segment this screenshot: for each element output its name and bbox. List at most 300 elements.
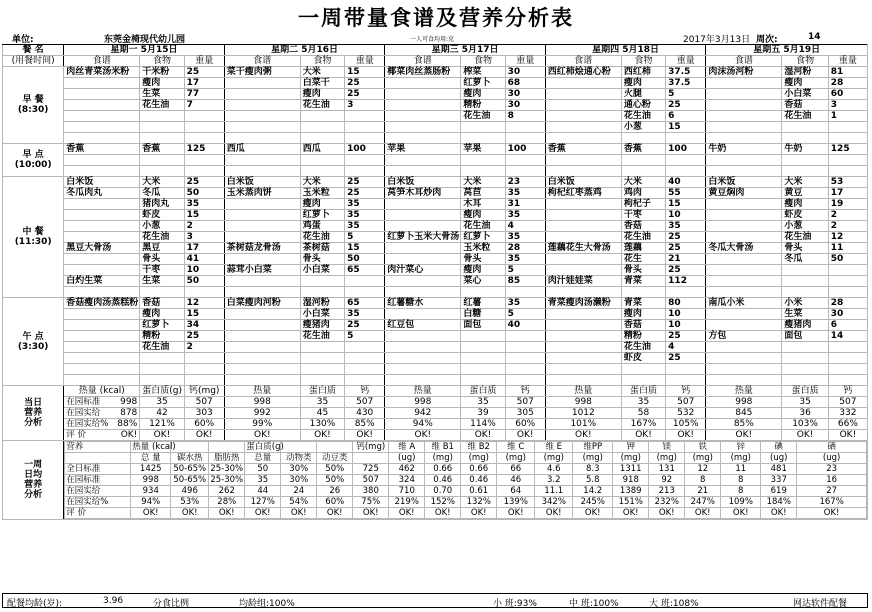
food-amount: 17 [184,243,224,254]
average-age-label: 配餐均龄(岁): [7,599,63,609]
nutrient-value: (ug) [761,453,797,464]
meal-time: (3:30) [17,341,49,352]
weekly-data-row [65,486,867,497]
nutrient-value: 54% [281,497,317,508]
dish-name [224,287,300,298]
dish-name [545,166,621,177]
dish-name: 冬瓜肉丸 [64,188,140,199]
food-item [461,155,505,166]
nutrient-value: 45 [300,408,344,419]
food-item: 香菇 [621,320,665,331]
dish-name [64,331,140,342]
food-item: 花生油 [140,232,184,243]
food-item: 花生 [621,254,665,265]
dish-header: 食谱 [385,56,461,67]
nutrient-value [64,408,140,419]
nutrient-value: 蛋白质(g) [246,442,284,452]
nutrient-value: 845 [706,408,782,419]
food-amount: 25 [666,265,706,276]
nutrient-value: 25-30% [210,464,244,474]
dish-name [706,210,782,221]
daily-analysis-label [3,386,64,441]
food-item: 木耳 [461,199,505,210]
food-amount: 25 [666,100,706,111]
nutrient-value: 钙(mg) [353,442,389,453]
food-amount: 6 [666,111,706,122]
food-item [300,111,344,122]
dish-name: 白米饭 [64,177,140,188]
meal-label [3,144,64,177]
dish-name [385,276,461,287]
nutrient-value: 30% [281,475,317,486]
food-item: 火腿 [621,89,665,100]
nutrient-value: 总量 [245,453,281,464]
nutrient-value: 942 [385,408,461,419]
food-amount [666,166,706,177]
nutrient-value: (mg) [461,453,497,464]
nutrient-value: 钾 [613,442,649,453]
nutrient-value: 94% [131,497,171,508]
food-item: 小白菜 [300,309,344,320]
dish-name [706,287,782,298]
food-amount: 3 [345,100,385,111]
dish-name [64,221,140,232]
dish-name [706,342,782,353]
nutrient-value: 8 [685,475,721,486]
weekly-analysis-panel [64,441,868,520]
nutrient-value: 507 [353,475,389,486]
nutrient-value: 998 [224,397,300,408]
food-item: 瘦肉 [140,78,184,89]
dish-name [224,353,300,364]
dish-name [385,375,461,386]
nutrient-value: 337 [761,475,797,486]
food-amount: 1 [828,111,867,122]
nutrient-value: 3.2 [535,475,573,486]
food-amount: 125 [184,144,224,155]
food-amount: 15 [666,199,706,210]
nutrient-value: OK! [345,430,385,441]
weekly-data-row [65,464,867,475]
food-amount: 15 [345,67,385,78]
food-item: 西瓜 [300,144,344,155]
food-amount: 5 [345,232,385,243]
nutrient-value: 1012 [545,408,621,419]
food-item: 大米 [140,177,184,188]
food-header: 食物 [300,56,344,67]
food-item: 干枣 [621,210,665,221]
average-age-value: 3.96 [103,596,124,606]
food-item: 瘦猪肉 [782,320,828,331]
nutrient-value: OK! [461,508,497,519]
food-amount: 25 [666,243,706,254]
food-header: 食物 [461,56,505,67]
nutrient-value: 878 [120,408,138,418]
food-item: 红萝卜 [140,320,184,331]
nutrient-value: 507 [345,397,385,408]
weekly-analysis-table [64,441,867,519]
food-amount [666,133,706,144]
dish-name [545,254,621,265]
nutrient-value: (mg) [721,453,761,464]
food-item: 红萝卜 [461,232,505,243]
food-item: 生菜 [782,309,828,320]
food-item: 花生油 [782,232,828,243]
dish-name: 香蕉 [64,144,140,155]
nutrient-value: 247% [685,497,721,508]
menu-row [3,133,868,144]
amount-header: 重量 [828,56,867,67]
food-item: 湿河粉 [782,67,828,78]
food-item: 香菇 [621,221,665,232]
nutrient-value: 94% [385,419,461,430]
food-amount: 40 [666,177,706,188]
nutrient-value: 维PP [573,442,613,453]
dish-name: 玉米蒸肉饼 [224,188,300,199]
food-item: 白菜干 [300,78,344,89]
food-item: 骨头 [300,254,344,265]
food-amount: 65 [345,298,385,309]
nutrient-value: OK! [425,508,461,519]
food-amount [184,133,224,144]
food-item [140,364,184,375]
food-item: 虾皮 [621,353,665,364]
dish-name [64,342,140,353]
weekly-data-row [65,508,867,519]
nutrient-value: OK! [171,508,209,519]
dish-name [545,331,621,342]
dish-name [224,89,300,100]
nutrient-value: 碳水热 [171,453,209,464]
dish-name: 青菜瘦肉汤濑粉 [545,298,621,309]
food-item: 香菇 [782,100,828,111]
nutrient-value: 710 [389,486,425,497]
dish-name [706,254,782,265]
food-amount [345,375,385,386]
nutrient-header: 钙(mg) [184,386,224,397]
food-item: 瘦肉 [782,199,828,210]
row-label: 全日标准 [65,464,131,475]
menu-row [3,177,868,188]
nutrient-value: (mg) [685,453,721,464]
food-amount [505,342,545,353]
nutrient-value: 0.66 [461,464,497,475]
food-amount: 25 [345,89,385,100]
per-person-note: 一人可食均用:克 [410,36,455,43]
dish-name [64,111,140,122]
food-amount: 28 [828,78,867,89]
nutrient-value: 28% [209,497,245,508]
daily-data-row [3,419,868,430]
dish-name [385,353,461,364]
dish-name [706,78,782,89]
nutrient-value: OK! [224,430,300,441]
row-label: 评 价 [65,508,131,519]
nutrient-value: 88% [117,419,138,429]
dish-name: 白米饭 [706,177,782,188]
nutrient-value: 85% [706,419,782,430]
day-header-row [3,45,868,56]
food-item [140,353,184,364]
dish-name: 莲藕花生大骨汤 [545,243,621,254]
dish-name [545,155,621,166]
nutrient-value: 50% [317,464,353,475]
food-item: 湿河粉 [300,298,344,309]
food-amount [666,364,706,375]
column-header-row [3,56,868,67]
food-item: 小白菜 [782,89,828,100]
food-header: 食物 [621,56,665,67]
daily-data-row [3,430,868,441]
food-amount [505,122,545,133]
meal-label [3,177,64,298]
row-label: 营养 [65,442,131,453]
nutrient-value: OK! [545,430,621,441]
dish-name [385,155,461,166]
dish-name [224,309,300,320]
food-item: 瘦肉 [461,210,505,221]
nutrient-value: OK! [131,508,171,519]
food-item: 小葱 [621,122,665,133]
nutrient-header: 热量 [385,386,461,397]
food-amount: 31 [505,199,545,210]
nutrient-value [64,419,140,430]
weekly-header-row [3,441,868,520]
food-item: 红薯 [461,298,505,309]
nutrient-value: 16 [797,475,867,486]
food-amount: 37.5 [666,67,706,78]
dish-name: 肉汁菜心 [385,265,461,276]
dish-name [224,111,300,122]
food-item [461,375,505,386]
menu-row [3,188,868,199]
nutrient-value: 58 [621,408,665,419]
nutrient-value: (mg) [425,453,461,464]
food-amount [345,276,385,287]
dish-name [64,309,140,320]
week-number: 14 [808,32,821,42]
menu-row [3,199,868,210]
food-amount: 35 [505,210,545,221]
food-amount: 53 [828,177,867,188]
food-item: 冬瓜 [782,254,828,265]
food-amount [505,364,545,375]
nutrient-value: 脂肪热 [209,453,245,464]
food-amount: 7 [184,100,224,111]
menu-row [3,144,868,155]
food-item [461,353,505,364]
dish-name [385,89,461,100]
food-amount: 10 [666,210,706,221]
nutrient-value: 60% [505,419,545,430]
food-item [621,364,665,375]
nutrient-header: 蛋白质(g) [140,386,184,397]
nutrient-value: 92 [649,475,685,486]
nutrient-value: OK! [828,430,867,441]
meal-column-header: 餐 名 [3,45,64,56]
nutrient-value: 99% [224,419,300,430]
nutrient-value: 305 [505,408,545,419]
dish-name [706,276,782,287]
nutrient-value [317,442,353,453]
weekly-nutrient-header [65,442,867,453]
food-amount: 37.5 [666,78,706,89]
dish-name [224,122,300,133]
nutrient-value: 507 [828,397,867,408]
food-amount: 12 [184,298,224,309]
food-item: 牛奶 [782,144,828,155]
nutrient-value: 11.1 [535,486,573,497]
nutrient-value: 998 [706,397,782,408]
dish-name [706,166,782,177]
nutrient-header: 蛋白质 [621,386,665,397]
dish-name [224,342,300,353]
food-item [300,375,344,386]
dish-name [706,320,782,331]
nutrient-value: (ug) [797,453,867,464]
food-amount: 17 [828,188,867,199]
dish-name [64,100,140,111]
food-item [782,122,828,133]
dish-name: 方包 [706,331,782,342]
weekly-analysis-label-line: 日均 [24,470,43,480]
food-amount [505,133,545,144]
dish-name [64,232,140,243]
dish-name [224,320,300,331]
dish-name [545,111,621,122]
dish-name [545,89,621,100]
nutrient-value: 245% [573,497,613,508]
day-header: 星期三 5月17日 [385,45,546,56]
food-amount: 5 [345,331,385,342]
middle-class-ratio: 中 班:100% [569,599,619,609]
food-item: 虾皮 [140,210,184,221]
nutrient-value: 26 [317,486,353,497]
ratio-label: 分食比例 [153,599,190,609]
menu-row [3,243,868,254]
nutrient-value: 332 [828,408,867,419]
food-amount: 25 [345,320,385,331]
row-label: 在园实给% [65,497,131,508]
dish-name: 香菇瘦肉汤蒸糕粉 [64,298,140,309]
food-item [461,166,505,177]
footer-bar [2,593,868,608]
dish-name: 西瓜 [224,144,300,155]
dish-name [224,232,300,243]
food-item: 骨头 [782,243,828,254]
dish-name: 西红柿烩通心粉 [545,67,621,78]
nutrient-value: OK! [353,508,389,519]
food-item: 青菜 [621,276,665,287]
food-amount: 3 [828,100,867,111]
food-amount: 34 [184,320,224,331]
food-item: 大米 [782,177,828,188]
food-amount [828,287,867,298]
menu-row [3,309,868,320]
daily-analysis-label-line: 营养 [24,408,43,418]
meal-name: 午 点 [22,331,44,342]
dish-name [64,89,140,100]
dish-name [385,133,461,144]
nutrient-value: 50 [245,464,281,475]
food-item: 花生油 [621,232,665,243]
day-header: 星期二 5月16日 [224,45,385,56]
dish-name [545,265,621,276]
food-item: 冬瓜 [140,188,184,199]
nutrient-value: OK! [706,430,782,441]
menu-row [3,364,868,375]
meal-name: 中 餐 [22,227,44,237]
dish-header: 食谱 [224,56,300,67]
nutrient-value: 992 [224,408,300,419]
food-amount: 35 [345,199,385,210]
nutrient-value: 35 [782,397,828,408]
nutrient-value: 85% [345,419,385,430]
food-header: 食物 [140,56,184,67]
food-amount: 5 [505,309,545,320]
dish-name: 黑豆大骨汤 [64,243,140,254]
dish-name [224,221,300,232]
nutrient-value: OK! [120,430,138,440]
food-amount: 25 [184,67,224,78]
dish-name [64,353,140,364]
software-brand: 网达软件配餐 [793,599,848,609]
nutrient-value: 铁 [685,442,721,453]
food-item: 大米 [461,177,505,188]
menu-row [3,232,868,243]
menu-row [3,265,868,276]
nutrient-value: 1311 [613,464,649,475]
daily-header-row [3,386,868,397]
dish-name: 莴笋木耳炒肉 [385,188,461,199]
food-amount: 19 [828,199,867,210]
nutrient-value: 0.61 [461,486,497,497]
dish-name: 冬瓜大骨汤 [706,243,782,254]
dish-name [385,287,461,298]
dish-name [385,122,461,133]
nutrient-header: 钙 [345,386,385,397]
nutrient-value: 66% [828,419,867,430]
amount-header: 重量 [666,56,706,67]
nutrient-header: 热量 [224,386,300,397]
dish-name [224,100,300,111]
dish-header: 食谱 [545,56,621,67]
food-amount: 25 [345,177,385,188]
food-amount: 81 [828,67,867,78]
menu-row [3,298,868,309]
food-item: 花生油 [300,100,344,111]
nutrient-value: 167% [621,419,665,430]
dish-name [64,287,140,298]
nutrient-value: 139% [497,497,535,508]
food-item [782,133,828,144]
dish-name: 白灼生菜 [64,276,140,287]
dish-name [64,364,140,375]
menu-row [3,122,868,133]
food-item [140,375,184,386]
dish-name [64,133,140,144]
dish-name [224,199,300,210]
nutrient-value: 1425 [131,464,171,475]
food-amount: 21 [666,254,706,265]
nutrient-value: 507 [505,397,545,408]
food-amount: 25 [345,188,385,199]
menu-row [3,254,868,265]
food-item: 大米 [300,177,344,188]
nutrient-value [171,442,209,453]
nutrient-value: 35 [300,397,344,408]
dish-name [385,78,461,89]
